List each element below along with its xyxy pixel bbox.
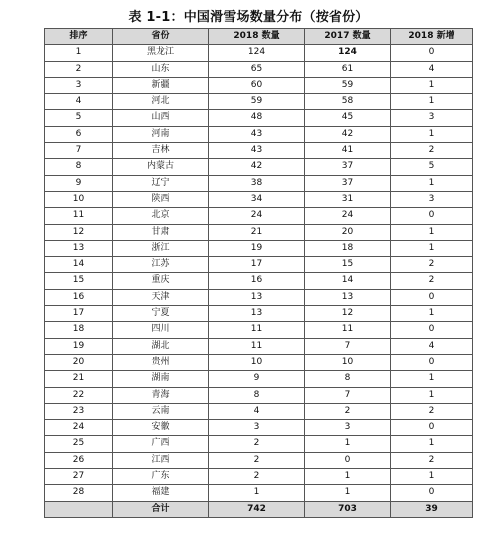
rank-cell: 21 <box>45 371 113 387</box>
count-2018-cell: 65 <box>209 61 305 77</box>
province-cell: 山西 <box>113 110 209 126</box>
new-2018-cell: 1 <box>391 224 473 240</box>
table-row <box>45 452 473 468</box>
rank-cell: 26 <box>45 452 113 468</box>
total-2017-count: 703 <box>305 501 391 517</box>
new-2018-cell: 4 <box>391 61 473 77</box>
new-2018-cell: 2 <box>391 143 473 159</box>
table-row <box>45 387 473 403</box>
new-2018-cell: 2 <box>391 257 473 273</box>
new-2018-cell: 1 <box>391 469 473 485</box>
province-cell: 黑龙江 <box>113 45 209 61</box>
province-cell: 四川 <box>113 322 209 338</box>
rank-cell: 19 <box>45 338 113 354</box>
new-2018-cell: 0 <box>391 420 473 436</box>
table-row <box>45 420 473 436</box>
count-2017-cell: 10 <box>305 354 391 370</box>
province-cell: 吉林 <box>113 143 209 159</box>
count-2017-cell: 24 <box>305 208 391 224</box>
table-row <box>45 126 473 142</box>
table-row <box>45 143 473 159</box>
table-row <box>45 191 473 207</box>
count-2017-cell: 124 <box>305 45 391 61</box>
count-2017-cell: 20 <box>305 224 391 240</box>
count-2018-cell: 8 <box>209 387 305 403</box>
table-row <box>45 354 473 370</box>
count-2018-cell: 13 <box>209 289 305 305</box>
count-2018-cell: 34 <box>209 191 305 207</box>
province-cell: 云南 <box>113 403 209 419</box>
count-2017-cell: 8 <box>305 371 391 387</box>
header-row <box>45 29 473 45</box>
count-2017-cell: 1 <box>305 469 391 485</box>
count-2018-cell: 124 <box>209 45 305 61</box>
province-cell: 河南 <box>113 126 209 142</box>
total-2018-new: 39 <box>391 501 473 517</box>
table-row <box>45 94 473 110</box>
count-2018-cell: 43 <box>209 126 305 142</box>
count-2017-cell: 7 <box>305 338 391 354</box>
table-row <box>45 338 473 354</box>
count-2017-cell: 11 <box>305 322 391 338</box>
total-row <box>45 501 473 517</box>
table-row <box>45 110 473 126</box>
table-title: 表 1-1：中国滑雪场数量分布（按省份） <box>128 10 369 25</box>
table-row <box>45 61 473 77</box>
count-2017-cell: 59 <box>305 77 391 93</box>
rank-cell: 15 <box>45 273 113 289</box>
province-cell: 福建 <box>113 485 209 501</box>
rank-cell: 24 <box>45 420 113 436</box>
new-2018-cell: 1 <box>391 436 473 452</box>
count-2018-cell: 24 <box>209 208 305 224</box>
col-header-2018-new: 2018 新增 <box>391 29 473 45</box>
rank-cell: 16 <box>45 289 113 305</box>
new-2018-cell: 1 <box>391 387 473 403</box>
province-cell: 甘肃 <box>113 224 209 240</box>
new-2018-cell: 5 <box>391 159 473 175</box>
count-2018-cell: 60 <box>209 77 305 93</box>
col-header-2017-count: 2017 数量 <box>305 29 391 45</box>
col-header-rank: 排序 <box>45 29 113 45</box>
table-row <box>45 273 473 289</box>
total-2018-count: 742 <box>209 501 305 517</box>
rank-cell: 10 <box>45 191 113 207</box>
count-2018-cell: 17 <box>209 257 305 273</box>
count-2018-cell: 59 <box>209 94 305 110</box>
count-2018-cell: 11 <box>209 338 305 354</box>
rank-cell: 6 <box>45 126 113 142</box>
rank-cell: 11 <box>45 208 113 224</box>
count-2018-cell: 16 <box>209 273 305 289</box>
ski-resort-table <box>44 28 473 518</box>
table-row <box>45 159 473 175</box>
province-cell: 北京 <box>113 208 209 224</box>
rank-cell: 8 <box>45 159 113 175</box>
province-cell: 天津 <box>113 289 209 305</box>
province-cell: 湖北 <box>113 338 209 354</box>
new-2018-cell: 1 <box>391 240 473 256</box>
new-2018-cell: 1 <box>391 175 473 191</box>
count-2018-cell: 2 <box>209 469 305 485</box>
count-2018-cell: 11 <box>209 322 305 338</box>
province-cell: 江西 <box>113 452 209 468</box>
rank-cell: 14 <box>45 257 113 273</box>
count-2017-cell: 42 <box>305 126 391 142</box>
count-2017-cell: 14 <box>305 273 391 289</box>
count-2018-cell: 9 <box>209 371 305 387</box>
new-2018-cell: 1 <box>391 94 473 110</box>
new-2018-cell: 1 <box>391 126 473 142</box>
new-2018-cell: 0 <box>391 354 473 370</box>
table-row <box>45 45 473 61</box>
count-2018-cell: 21 <box>209 224 305 240</box>
count-2018-cell: 3 <box>209 420 305 436</box>
count-2017-cell: 13 <box>305 289 391 305</box>
rank-cell: 28 <box>45 485 113 501</box>
province-cell: 内蒙古 <box>113 159 209 175</box>
table-row <box>45 175 473 191</box>
total-label: 合计 <box>113 501 209 517</box>
rank-cell: 2 <box>45 61 113 77</box>
province-cell: 江苏 <box>113 257 209 273</box>
table-row <box>45 322 473 338</box>
new-2018-cell: 4 <box>391 338 473 354</box>
count-2018-cell: 42 <box>209 159 305 175</box>
table-row <box>45 306 473 322</box>
count-2017-cell: 18 <box>305 240 391 256</box>
count-2018-cell: 2 <box>209 436 305 452</box>
rank-cell: 17 <box>45 306 113 322</box>
count-2018-cell: 48 <box>209 110 305 126</box>
count-2018-cell: 4 <box>209 403 305 419</box>
count-2018-cell: 13 <box>209 306 305 322</box>
rank-cell: 7 <box>45 143 113 159</box>
province-cell: 青海 <box>113 387 209 403</box>
new-2018-cell: 0 <box>391 485 473 501</box>
province-cell: 广东 <box>113 469 209 485</box>
count-2017-cell: 61 <box>305 61 391 77</box>
count-2018-cell: 43 <box>209 143 305 159</box>
count-2017-cell: 37 <box>305 175 391 191</box>
new-2018-cell: 1 <box>391 306 473 322</box>
count-2017-cell: 1 <box>305 436 391 452</box>
count-2017-cell: 58 <box>305 94 391 110</box>
count-2018-cell: 19 <box>209 240 305 256</box>
new-2018-cell: 2 <box>391 403 473 419</box>
province-cell: 新疆 <box>113 77 209 93</box>
province-cell: 湖南 <box>113 371 209 387</box>
new-2018-cell: 0 <box>391 289 473 305</box>
rank-cell: 27 <box>45 469 113 485</box>
province-cell: 宁夏 <box>113 306 209 322</box>
new-2018-cell: 3 <box>391 191 473 207</box>
table-row <box>45 224 473 240</box>
col-header-2018-count: 2018 数量 <box>209 29 305 45</box>
count-2017-cell: 3 <box>305 420 391 436</box>
province-cell: 河北 <box>113 94 209 110</box>
rank-cell: 13 <box>45 240 113 256</box>
rank-cell: 9 <box>45 175 113 191</box>
table-body <box>45 45 473 501</box>
rank-cell: 22 <box>45 387 113 403</box>
new-2018-cell: 3 <box>391 110 473 126</box>
rank-cell: 23 <box>45 403 113 419</box>
count-2017-cell: 2 <box>305 403 391 419</box>
count-2018-cell: 2 <box>209 452 305 468</box>
new-2018-cell: 1 <box>391 371 473 387</box>
table-row <box>45 485 473 501</box>
province-cell: 贵州 <box>113 354 209 370</box>
count-2017-cell: 37 <box>305 159 391 175</box>
count-2017-cell: 41 <box>305 143 391 159</box>
table-row <box>45 208 473 224</box>
count-2017-cell: 45 <box>305 110 391 126</box>
province-cell: 广西 <box>113 436 209 452</box>
rank-cell: 5 <box>45 110 113 126</box>
province-cell: 山东 <box>113 61 209 77</box>
col-header-province: 省份 <box>113 29 209 45</box>
new-2018-cell: 0 <box>391 208 473 224</box>
rank-cell: 20 <box>45 354 113 370</box>
new-2018-cell: 0 <box>391 45 473 61</box>
count-2017-cell: 1 <box>305 485 391 501</box>
province-cell: 浙江 <box>113 240 209 256</box>
rank-cell: 18 <box>45 322 113 338</box>
province-cell: 重庆 <box>113 273 209 289</box>
count-2017-cell: 7 <box>305 387 391 403</box>
new-2018-cell: 2 <box>391 273 473 289</box>
table-row <box>45 257 473 273</box>
table-row <box>45 403 473 419</box>
rank-cell: 12 <box>45 224 113 240</box>
table-row <box>45 371 473 387</box>
count-2018-cell: 1 <box>209 485 305 501</box>
count-2017-cell: 31 <box>305 191 391 207</box>
rank-cell: 4 <box>45 94 113 110</box>
table-row <box>45 436 473 452</box>
province-cell: 辽宁 <box>113 175 209 191</box>
new-2018-cell: 2 <box>391 452 473 468</box>
rank-cell: 3 <box>45 77 113 93</box>
table-row <box>45 77 473 93</box>
count-2017-cell: 15 <box>305 257 391 273</box>
table-row <box>45 240 473 256</box>
province-cell: 陕西 <box>113 191 209 207</box>
count-2017-cell: 0 <box>305 452 391 468</box>
count-2018-cell: 10 <box>209 354 305 370</box>
count-2017-cell: 12 <box>305 306 391 322</box>
new-2018-cell: 1 <box>391 77 473 93</box>
count-2018-cell: 38 <box>209 175 305 191</box>
table-row <box>45 289 473 305</box>
new-2018-cell: 0 <box>391 322 473 338</box>
total-rank-cell <box>45 501 113 517</box>
province-cell: 安徽 <box>113 420 209 436</box>
table-row <box>45 469 473 485</box>
rank-cell: 25 <box>45 436 113 452</box>
rank-cell: 1 <box>45 45 113 61</box>
